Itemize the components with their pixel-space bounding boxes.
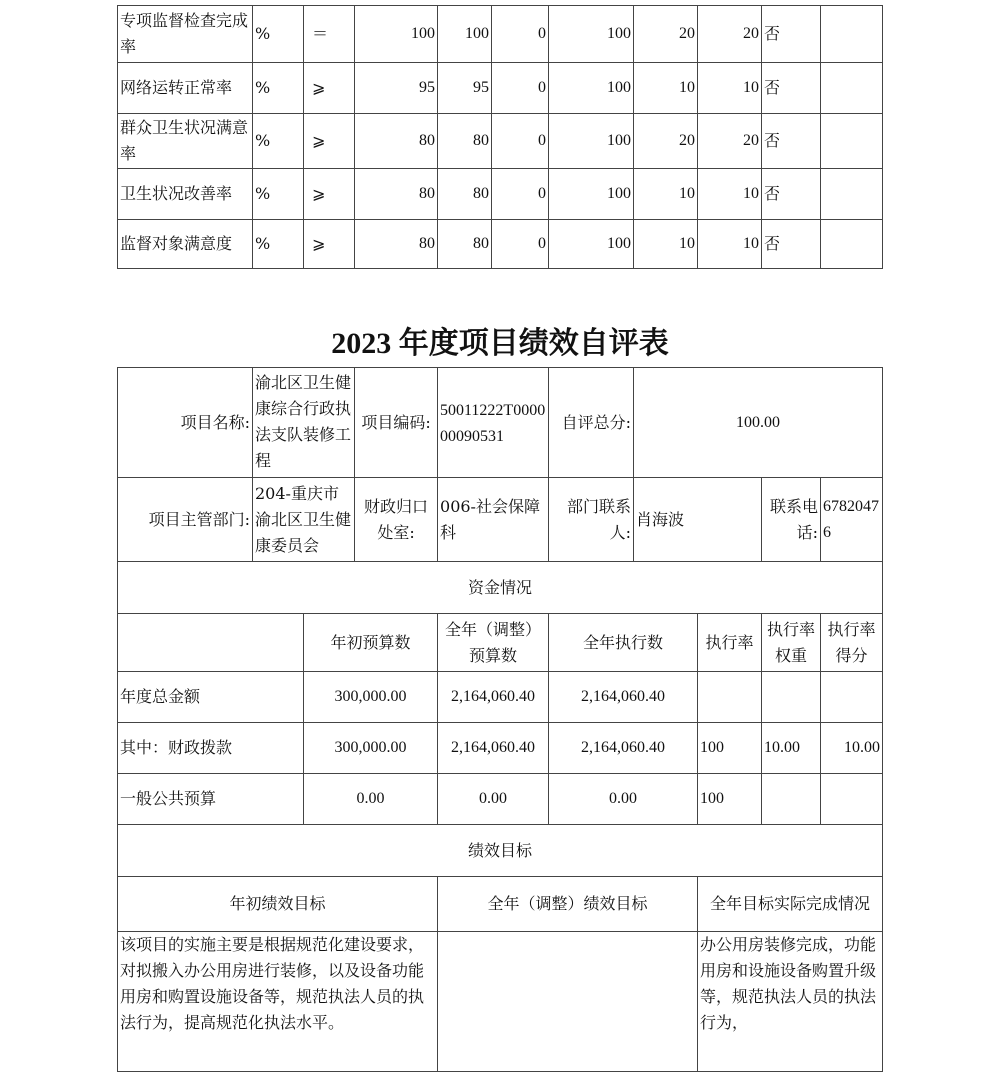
- funds-weight: [762, 774, 821, 825]
- indicator-name: 网络运转正常率: [118, 63, 253, 114]
- indicator-deviation: 0: [492, 6, 549, 63]
- goals-actual-text: 办公用房装修完成，功能用房和设施设备购置升级等，规范执法人员的执法行为，: [698, 932, 883, 1072]
- goals-header-row: [118, 877, 883, 932]
- indicator-target: 100: [355, 6, 438, 63]
- funds-adjusted: 0.00: [438, 774, 549, 825]
- funds-rate: [698, 672, 762, 723]
- funds-score: [821, 672, 883, 723]
- funds-row-label: 年度总金额: [118, 672, 304, 723]
- dept-label: 项目主管部门:: [118, 478, 253, 562]
- finance-office-value: 006-社会保障科: [438, 478, 549, 562]
- indicator-row: [118, 63, 883, 114]
- indicator-note: [821, 63, 883, 114]
- indicator-name: 专项监督检查完成率: [118, 6, 253, 63]
- indicator-rate: 100: [549, 6, 634, 63]
- indicator-rate: 100: [549, 63, 634, 114]
- funds-section-row: [118, 562, 883, 614]
- indicator-table: [117, 5, 883, 269]
- goals-initial-text: 该项目的实施主要是根据规范化建设要求，对拟搬入办公用房进行装修，以及设备功能用房和购置设施设备等，规范执法人员的执法行为，提高规范化执法水平。: [118, 932, 438, 1072]
- contact-label: 部门联系人:: [549, 478, 634, 562]
- indicator-deduct: 否: [762, 169, 821, 220]
- indicator-rate: 100: [549, 220, 634, 269]
- indicator-score: 10: [698, 63, 762, 114]
- project-info-row-2: [118, 478, 883, 562]
- funds-executed: 2,164,060.40: [549, 723, 698, 774]
- indicator-deduct: 否: [762, 114, 821, 169]
- indicator-rate: 100: [549, 114, 634, 169]
- indicator-target: 80: [355, 114, 438, 169]
- funds-row: [118, 723, 883, 774]
- funds-adjusted: 2,164,060.40: [438, 723, 549, 774]
- funds-initial: 0.00: [304, 774, 438, 825]
- self-score-value: 100.00: [634, 368, 883, 478]
- funds-adjusted: 2,164,060.40: [438, 672, 549, 723]
- indicator-weight: 20: [634, 114, 698, 169]
- indicator-target: 80: [355, 220, 438, 269]
- funds-score: 10.00: [821, 723, 883, 774]
- funds-header-executed: 全年执行数: [549, 614, 698, 672]
- indicator-note: [821, 220, 883, 269]
- funds-executed: 0.00: [549, 774, 698, 825]
- indicator-unit: %: [253, 114, 304, 169]
- funds-row: [118, 672, 883, 723]
- funds-header-weight: 执行率权重: [762, 614, 821, 672]
- funds-header-score: 执行率得分: [821, 614, 883, 672]
- indicator-deduct: 否: [762, 63, 821, 114]
- funds-section-label: 资金情况: [118, 562, 883, 614]
- indicator-deviation: 0: [492, 114, 549, 169]
- indicator-deviation: 0: [492, 169, 549, 220]
- indicator-note: [821, 114, 883, 169]
- indicator-actual: 80: [438, 220, 492, 269]
- goals-adjusted-text: [438, 932, 698, 1072]
- funds-header-row: [118, 614, 883, 672]
- phone-label: 联系电话:: [762, 478, 821, 562]
- indicator-actual: 80: [438, 169, 492, 220]
- indicator-actual: 95: [438, 63, 492, 114]
- indicator-operator: ⩾: [304, 114, 355, 169]
- self-score-label: 自评总分:: [549, 368, 634, 478]
- indicator-note: [821, 169, 883, 220]
- indicator-weight: 10: [634, 63, 698, 114]
- indicator-weight: 20: [634, 6, 698, 63]
- indicator-deduct: 否: [762, 220, 821, 269]
- indicator-name: 卫生状况改善率: [118, 169, 253, 220]
- indicator-weight: 10: [634, 169, 698, 220]
- indicator-unit: %: [253, 169, 304, 220]
- finance-office-label: 财政归口处室:: [355, 478, 438, 562]
- funds-weight: 10.00: [762, 723, 821, 774]
- indicator-row: [118, 169, 883, 220]
- indicator-deduct: 否: [762, 6, 821, 63]
- indicator-operator: ⩾: [304, 63, 355, 114]
- indicator-score: 10: [698, 220, 762, 269]
- indicator-operator: ⩾: [304, 169, 355, 220]
- indicator-score: 20: [698, 114, 762, 169]
- indicator-operator: ＝: [304, 6, 355, 63]
- funds-score: [821, 774, 883, 825]
- indicator-unit: %: [253, 6, 304, 63]
- indicator-note: [821, 6, 883, 63]
- indicator-unit: %: [253, 63, 304, 114]
- indicator-target: 80: [355, 169, 438, 220]
- project-info-row-1: [118, 368, 883, 478]
- funds-header-adjusted: 全年（调整）预算数: [438, 614, 549, 672]
- indicator-rate: 100: [549, 169, 634, 220]
- indicator-deviation: 0: [492, 63, 549, 114]
- self-evaluation-table: [117, 367, 883, 1072]
- indicator-unit: %: [253, 220, 304, 269]
- goals-header-adjusted: 全年（调整）绩效目标: [438, 877, 698, 932]
- phone-value: 67820476: [821, 478, 883, 562]
- funds-header-rate: 执行率: [698, 614, 762, 672]
- funds-rate: 100: [698, 774, 762, 825]
- indicator-name: 群众卫生状况满意率: [118, 114, 253, 169]
- project-name-label: 项目名称:: [118, 368, 253, 478]
- funds-row-label: 其中：财政拨款: [118, 723, 304, 774]
- indicator-score: 10: [698, 169, 762, 220]
- funds-weight: [762, 672, 821, 723]
- indicator-target: 95: [355, 63, 438, 114]
- indicator-score: 20: [698, 6, 762, 63]
- indicator-row: [118, 6, 883, 63]
- indicator-row: [118, 114, 883, 169]
- indicator-deviation: 0: [492, 220, 549, 269]
- funds-executed: 2,164,060.40: [549, 672, 698, 723]
- goals-section-row: [118, 825, 883, 877]
- indicator-weight: 10: [634, 220, 698, 269]
- dept-value: 204-重庆市渝北区卫生健康委员会: [253, 478, 355, 562]
- goals-header-actual: 全年目标实际完成情况: [698, 877, 883, 932]
- goals-section-label: 绩效目标: [118, 825, 883, 877]
- indicator-actual: 80: [438, 114, 492, 169]
- funds-row: [118, 774, 883, 825]
- indicator-row: [118, 220, 883, 269]
- goals-header-initial: 年初绩效目标: [118, 877, 438, 932]
- indicator-actual: 100: [438, 6, 492, 63]
- funds-initial: 300,000.00: [304, 723, 438, 774]
- funds-row-label: 一般公共预算: [118, 774, 304, 825]
- project-code-label: 项目编码:: [355, 368, 438, 478]
- page-title: 2023 年度项目绩效自评表: [331, 327, 669, 360]
- project-name-value: 渝北区卫生健康综合行政执法支队装修工程: [253, 368, 355, 478]
- funds-rate: 100: [698, 723, 762, 774]
- project-code-value: 50011222T000000090531: [438, 368, 549, 478]
- indicator-name: 监督对象满意度: [118, 220, 253, 269]
- goals-content-row: [118, 932, 883, 1072]
- indicator-operator: ⩾: [304, 220, 355, 269]
- funds-header-blank: [118, 614, 304, 672]
- funds-header-initial: 年初预算数: [304, 614, 438, 672]
- contact-value: 肖海波: [634, 478, 762, 562]
- funds-initial: 300,000.00: [304, 672, 438, 723]
